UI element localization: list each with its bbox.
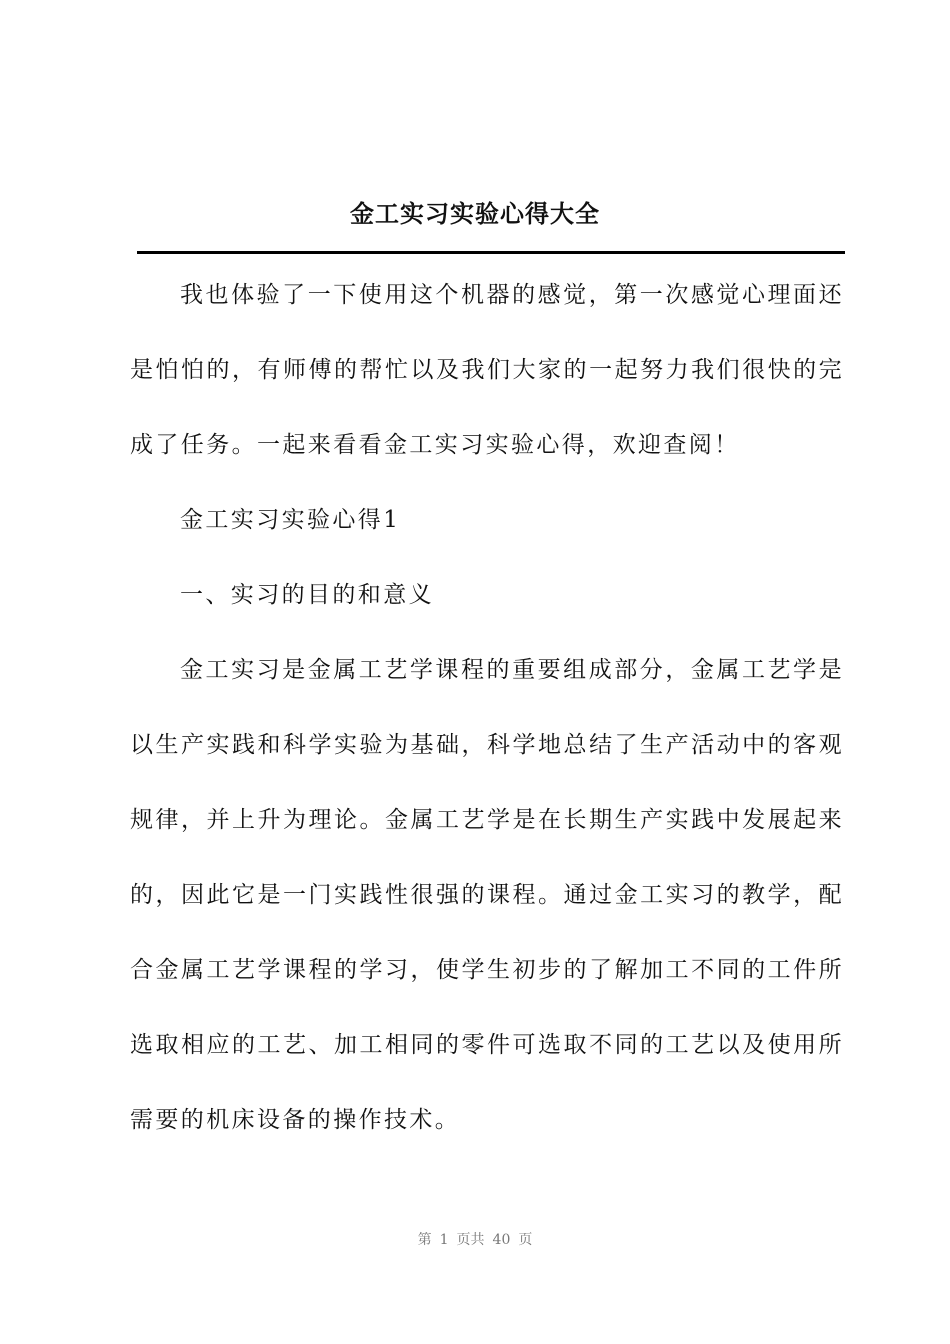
footer-page-number: 1 xyxy=(439,1232,449,1248)
footer-suffix: 页 xyxy=(518,1232,533,1248)
section-heading: 金工实习实验心得1 xyxy=(180,507,401,533)
subsection-heading: 一、实习的目的和意义 xyxy=(180,582,434,608)
footer-total-pages: 40 xyxy=(492,1232,511,1248)
page-footer xyxy=(0,1229,950,1249)
document-title: 金工实习实验心得大全 xyxy=(350,199,600,228)
document-body xyxy=(130,258,844,1158)
body-paragraph: 金工实习是金属工艺学课程的重要组成部分，金属工艺学是以生产实践和科学实验为基础，科学地总结了生产活动中的客观规律，并上升为理论。金属工艺学是在长期生产实践中发展起来的，因此它是一门实践性很强的课程。通过金工实习的教学，配合金属工艺学课程的学习，使学生初步的了解加工不同的工件所选取相应的工艺、加工相同的零件可选取不同的工艺以及使用所需要的机床设备的操作技术。 xyxy=(130,657,844,1133)
footer-prefix: 第 xyxy=(417,1232,432,1248)
title-divider xyxy=(137,251,845,254)
footer-mid: 页共 xyxy=(456,1232,485,1248)
intro-paragraph: 我也体验了一下使用这个机器的感觉，第一次感觉心理面还是怕怕的，有师傅的帮忙以及我们大家的一起努力我们很快的完成了任务。一起来看看金工实习实验心得，欢迎查阅！ xyxy=(130,282,844,458)
